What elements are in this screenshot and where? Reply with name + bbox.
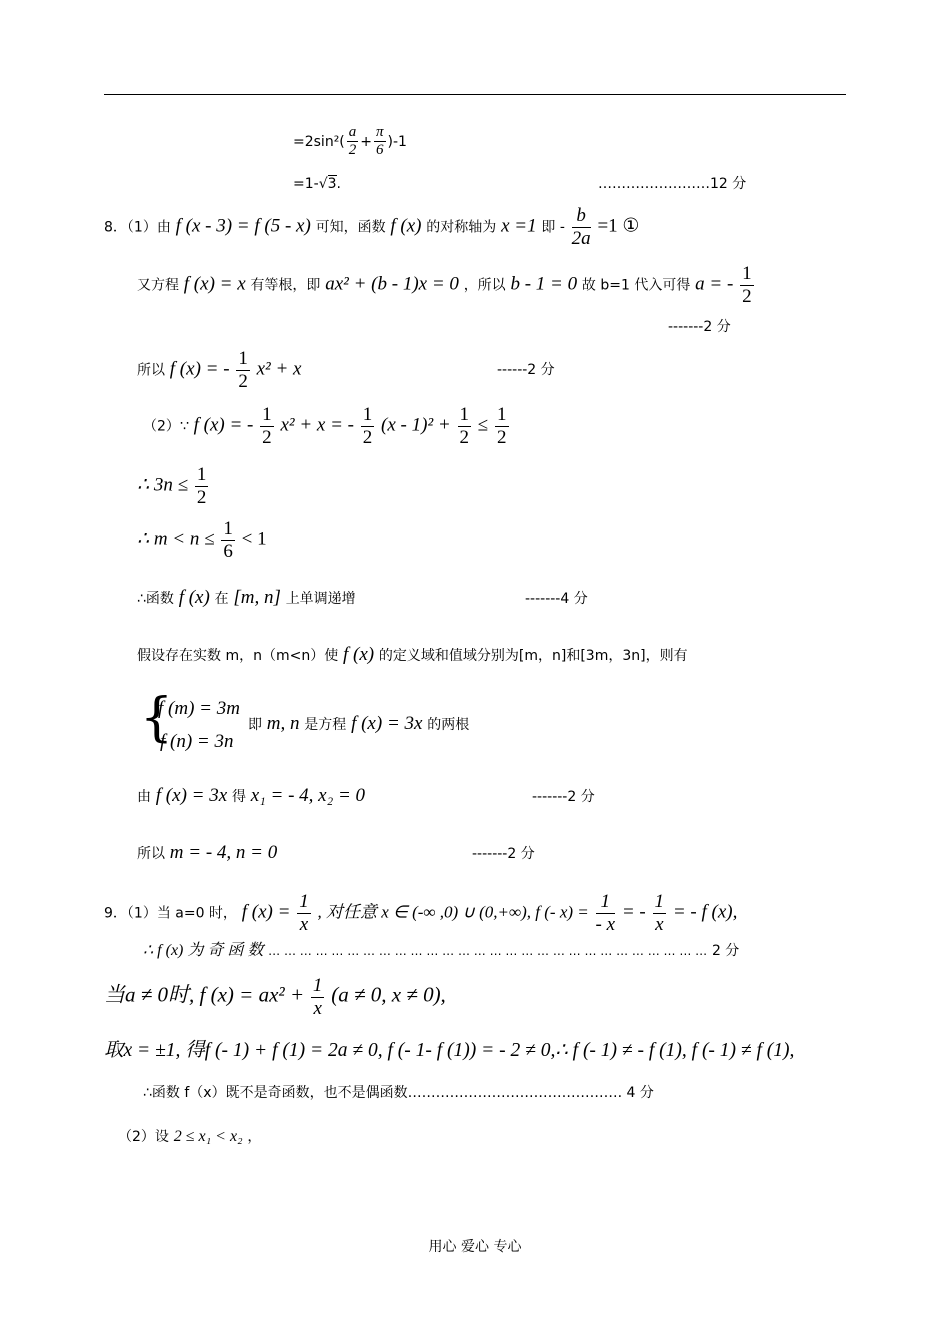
radicand: 3: [327, 176, 337, 192]
p8-line-1: [104, 205, 639, 250]
fraction: [458, 404, 472, 449]
math: f (x) = x: [183, 273, 246, 295]
numerator: 1: [312, 975, 323, 996]
math: f (x): [178, 587, 210, 608]
math: 当a ≠ 0时, f (x) = ax² +: [104, 982, 305, 1007]
denominator: - x: [595, 913, 616, 935]
text: 的两根: [427, 717, 470, 733]
numerator: 1: [238, 348, 248, 369]
math: f (x): [390, 215, 422, 237]
text: 所以: [137, 362, 165, 379]
numerator: 1: [654, 891, 665, 912]
text: 9．（1）当 a=0 时，: [104, 905, 237, 922]
text: 上单调递增: [285, 591, 356, 607]
numerator: 1: [299, 891, 309, 912]
denominator: 2: [262, 426, 272, 448]
math: 2 ≤ x₁ < x₂: [173, 1128, 243, 1145]
score-4: -------4 分: [525, 591, 588, 607]
fraction: [297, 891, 311, 936]
score-2c: -------2 分: [532, 789, 595, 805]
fraction: [596, 891, 616, 936]
numerator: 1: [196, 464, 207, 485]
fraction: [572, 205, 591, 250]
fraction: [195, 464, 209, 509]
text: 在: [214, 591, 229, 607]
score-2a: -------2 分: [668, 319, 731, 335]
math: (a ≠ 0, x ≠ 0),: [331, 982, 446, 1007]
p9-line-6: [118, 1129, 261, 1145]
p8-line-7: [137, 588, 356, 607]
score-12: ……………………12 分: [598, 176, 747, 192]
fraction: [311, 975, 325, 1020]
denominator: 2: [497, 426, 507, 448]
math: m, n: [266, 713, 300, 734]
math: =1 ①: [597, 215, 640, 237]
denominator: 2: [742, 285, 752, 307]
fraction: [495, 404, 509, 449]
p8-line-4: [143, 404, 511, 449]
text: ∴函数: [137, 591, 174, 607]
p8-line-3: [137, 348, 302, 393]
numerator: π: [374, 124, 386, 142]
numerator: 1: [742, 263, 752, 284]
denominator: 2: [238, 370, 248, 392]
math: f (x): [342, 644, 375, 665]
text: +: [360, 133, 373, 150]
text: =2sin²(: [293, 133, 345, 150]
math: x² + x: [256, 358, 302, 380]
line-2: [293, 177, 341, 191]
math: f (x) = 3x: [155, 785, 228, 806]
math: < 1: [241, 528, 267, 550]
denominator: 2: [348, 142, 357, 159]
denominator: 2a: [571, 227, 591, 249]
text: （2）设: [118, 1129, 169, 1145]
p8-line-10: [137, 786, 365, 805]
fraction: [347, 124, 359, 160]
math: a = -: [695, 273, 734, 295]
p8-line-5: [137, 464, 210, 509]
math: x₁ = - 4, x₂ = 0: [250, 785, 366, 806]
math: ∴ 3n ≤: [137, 474, 189, 496]
text: 假设存在实数 m，n（m<n）使: [137, 648, 339, 664]
math: = - f (x),: [672, 901, 738, 923]
numerator: 1: [262, 404, 272, 425]
page-footer: 用心 爱心 专心: [428, 1239, 522, 1255]
denominator: 2: [362, 426, 373, 448]
text: 8．（1）由: [104, 219, 171, 236]
p8-line-6: [137, 518, 267, 563]
denominator: 6: [223, 540, 233, 562]
text: 是方程: [304, 717, 347, 733]
math: ax² + (b - 1)x = 0: [325, 273, 459, 295]
math: (x - 1)² +: [381, 414, 451, 436]
numerator: 1: [362, 404, 373, 425]
sqrt: √3: [318, 176, 337, 192]
math: [m, n]: [233, 587, 281, 608]
score: 2 分: [711, 943, 740, 959]
p9-line-5: ∴函数 f（x）既不是奇函数，也不是偶函数………………………………………. 4 分: [143, 1085, 654, 1101]
fraction: [740, 263, 754, 308]
fraction: [236, 348, 250, 393]
denominator: 6: [376, 142, 384, 159]
fraction: [374, 124, 386, 160]
text: =1-: [293, 176, 319, 192]
line-1: [293, 124, 407, 160]
text: )-1: [387, 133, 407, 150]
math: x² + x = -: [280, 414, 354, 436]
p9-line-4: 取x = ±1, 得f (- 1) + f (1) = 2a ≠ 0, f (- 1- f (1)) = - 2 ≠ 0,∴ f (- 1) ≠ - f (1), f (- 1) ≠ f (1),: [104, 1040, 795, 1061]
header-rule: [104, 94, 846, 95]
text: 有等根，即: [250, 277, 321, 294]
math: b - 1 = 0: [510, 273, 578, 295]
denominator: x: [299, 913, 309, 935]
text: 所以: [137, 846, 165, 862]
text: （2）∵: [143, 418, 189, 435]
math: m = - 4, n = 0: [169, 842, 278, 863]
text: 又方程: [137, 277, 179, 294]
math: ∴ m < n ≤: [137, 528, 215, 550]
p8-line-2: [137, 263, 756, 308]
text: 可知，函数: [315, 219, 386, 236]
math: f (x) = -: [169, 358, 230, 380]
text: 的对称轴为: [426, 219, 497, 236]
numerator: 1: [459, 404, 470, 425]
text: 故 b=1 代入可得: [581, 277, 691, 294]
p9-line-2: [143, 943, 739, 959]
math: f (x) = 3x: [351, 713, 423, 734]
p8-line-8: [137, 645, 688, 664]
fraction: [361, 404, 375, 449]
p9-line-3: [104, 975, 446, 1020]
numerator: a: [347, 124, 359, 142]
text: ，: [247, 1129, 262, 1145]
leader-dots: … … … … … … … … … … … … … … … … … … … … … … … … … … … …: [268, 944, 708, 958]
text: 即: [248, 717, 262, 733]
math: x =1: [501, 215, 537, 237]
math: f (x) = -: [193, 414, 254, 436]
text: 即 -: [541, 219, 565, 236]
numerator: 1: [596, 891, 616, 914]
left-brace: {: [140, 688, 174, 748]
denominator: x: [655, 913, 664, 935]
math: f (x - 3) = f (5 - x): [175, 215, 311, 237]
system-eq-2: f (n) = 3n: [160, 731, 234, 752]
fraction: [221, 518, 235, 563]
fraction: [260, 404, 274, 449]
math: ≤: [477, 414, 489, 436]
numerator: 1: [497, 404, 507, 425]
p8-line-9: [248, 714, 469, 733]
math: = -: [621, 901, 646, 923]
system-eq-1: f (m) = 3m: [158, 698, 240, 719]
text: 的定义域和值域分别为[m，n]和[3m，3n]，则有: [378, 648, 688, 664]
denominator: x: [313, 997, 322, 1019]
fraction: [653, 891, 667, 936]
text: .: [336, 176, 341, 192]
text: ，所以: [463, 277, 506, 294]
numerator: b: [572, 205, 591, 228]
denominator: 2: [459, 426, 470, 448]
p8-line-11: [137, 843, 277, 862]
score-2d: -------2 分: [472, 846, 535, 862]
math: f (x) =: [241, 901, 291, 923]
p9-line-1: [104, 891, 737, 936]
math: , 对任意 x ∈ (-∞ ,0) ∪ (0,+∞), f (- x) =: [317, 902, 589, 922]
denominator: 2: [196, 486, 207, 508]
text: 由: [137, 789, 151, 805]
numerator: 1: [223, 518, 233, 539]
text: 得: [231, 789, 246, 805]
score-2b: ------2 分: [497, 362, 555, 378]
math: ∴ f (x) 为 奇 函 数: [143, 942, 264, 959]
